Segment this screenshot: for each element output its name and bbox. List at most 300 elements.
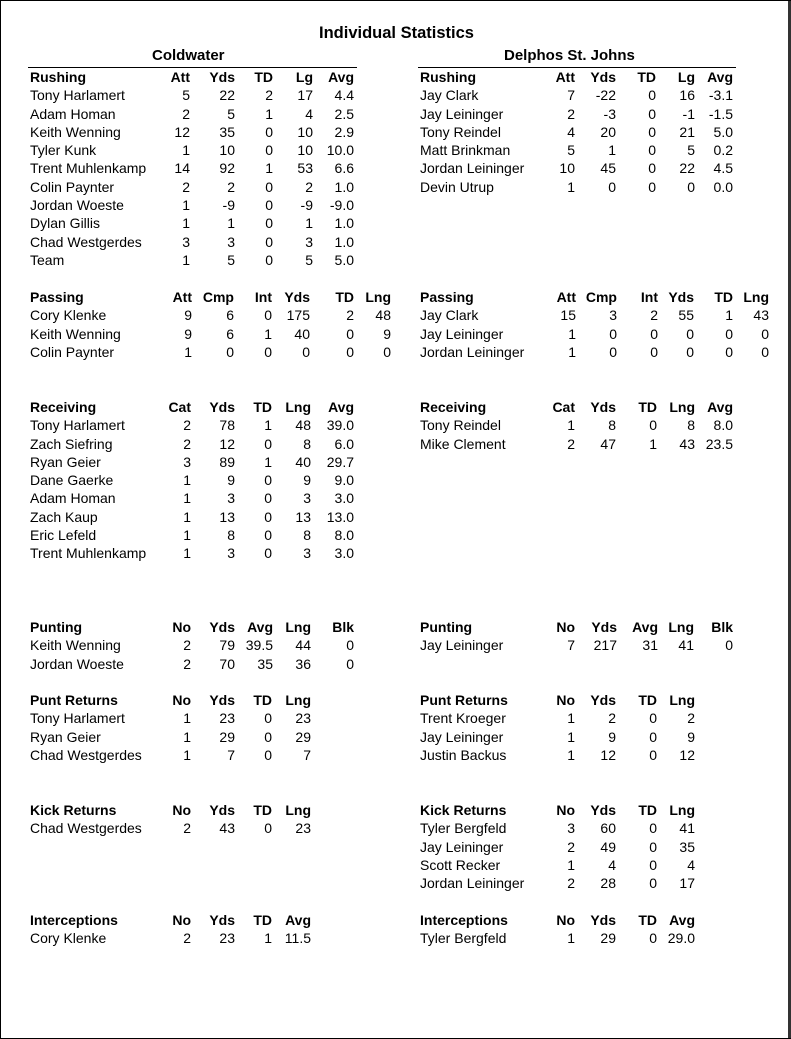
table-row — [30, 453, 400, 471]
player-name: Zach Kaup — [30, 508, 98, 525]
player-name: Mike Clement — [420, 435, 506, 452]
stat-td: 0 — [265, 142, 273, 159]
player-name: Adam Homan — [30, 105, 116, 122]
stat-yds: 40 — [294, 325, 310, 342]
stat-yds: 43 — [219, 820, 235, 837]
stat-avg: -1.5 — [708, 105, 733, 122]
stat-avg: 4.4 — [334, 87, 354, 104]
stat-lng: 2 — [687, 710, 695, 727]
stat-yds: 3 — [227, 490, 235, 507]
stat-td: 0 — [649, 875, 657, 892]
stat-att: 2 — [182, 105, 190, 122]
stat-td: 1 — [265, 160, 273, 177]
stat-yds: 29 — [219, 728, 235, 745]
player-name: Tony Harlamert — [30, 710, 125, 727]
stat-lg: 16 — [679, 87, 695, 104]
column-header-avg: Avg — [707, 69, 733, 85]
stat-att: 7 — [567, 87, 575, 104]
stat-cat: 1 — [183, 472, 191, 489]
column-header-yds: Yds — [209, 399, 235, 415]
table-row — [420, 105, 790, 123]
table-header-row — [420, 801, 790, 819]
stat-cmp: 0 — [609, 343, 617, 360]
column-header-avg: Avg — [285, 912, 311, 928]
stat-cat: 1 — [183, 527, 191, 544]
player-name: Jay Leininger — [420, 838, 504, 855]
table-row — [420, 325, 790, 343]
stat-yds: 10 — [219, 142, 235, 159]
table-header-row — [420, 288, 790, 306]
column-header-lng: Lng — [365, 289, 391, 305]
player-name: Keith Wenning — [30, 325, 121, 342]
stat-lg: 22 — [679, 160, 695, 177]
team-name-right: Delphos St. Johns — [504, 47, 635, 64]
stat-cmp: 6 — [226, 325, 234, 342]
table-row — [420, 178, 790, 196]
player-name: Chad Westgerdes — [30, 233, 142, 250]
stat-lng: 43 — [679, 435, 695, 452]
table-row — [30, 325, 400, 343]
stat-yds: 23 — [219, 930, 235, 947]
stat-lng: 0 — [761, 343, 769, 360]
table-row — [420, 435, 790, 453]
player-name: Tony Harlamert — [30, 87, 125, 104]
table-row — [420, 746, 790, 764]
player-name: Jordan Leininger — [420, 160, 525, 177]
stat-lng: 35 — [679, 838, 695, 855]
stat-td: 0 — [265, 123, 273, 140]
stat-yds: 3 — [227, 545, 235, 562]
player-name: Cory Klenke — [30, 930, 107, 947]
stat-td: 0 — [264, 527, 272, 544]
stat-lg: 5 — [687, 142, 695, 159]
stat-no: 1 — [183, 710, 191, 727]
section-title: Kick Returns — [420, 802, 507, 818]
column-header-lng: Lng — [669, 399, 695, 415]
stat-lng: 8 — [687, 417, 695, 434]
table-row — [30, 141, 400, 159]
player-name: Keith Wenning — [30, 637, 121, 654]
stat-cat: 2 — [567, 435, 575, 452]
table-row — [30, 526, 400, 544]
column-header-lng: Lng — [285, 399, 311, 415]
stat-yds: 2 — [227, 178, 235, 195]
stat-lng: 9 — [687, 728, 695, 745]
stat-int: 1 — [264, 325, 272, 342]
stat-yds: 4 — [608, 856, 616, 873]
column-header-yds: Yds — [209, 802, 235, 818]
stat-yds: 8 — [227, 527, 235, 544]
stat-no: 1 — [567, 746, 575, 763]
section-title: Punt Returns — [30, 692, 118, 708]
stat-td: 1 — [649, 435, 657, 452]
stat-yds: -3 — [603, 105, 616, 122]
stat-cat: 1 — [567, 417, 575, 434]
stat-yds: 29 — [600, 930, 616, 947]
stat-lng: 17 — [679, 875, 695, 892]
column-header-int: Int — [640, 289, 658, 305]
stat-td: 0 — [264, 508, 272, 525]
stat-no: 1 — [183, 746, 191, 763]
table-row — [420, 159, 790, 177]
column-header-td: TD — [714, 289, 733, 305]
stat-td: 0 — [265, 215, 273, 232]
stat-no: 2 — [183, 820, 191, 837]
stat-avg: 4.5 — [713, 160, 733, 177]
table-row — [30, 544, 400, 562]
stat-yds: 175 — [286, 307, 310, 324]
stat-td: 1 — [725, 307, 733, 324]
column-header-lng: Lng — [285, 692, 311, 708]
stat-lg: 3 — [305, 233, 313, 250]
stat-td: 0 — [264, 746, 272, 763]
stat-lng: 44 — [295, 637, 311, 654]
rushing-right-table — [420, 68, 790, 196]
receiving-left-table — [30, 398, 400, 563]
stat-att: 5 — [567, 142, 575, 159]
table-row — [420, 929, 790, 947]
stat-lng: 4 — [687, 856, 695, 873]
column-header-td: TD — [638, 692, 657, 708]
table-row — [420, 709, 790, 727]
stat-lng: 41 — [678, 637, 694, 654]
stat-td: 0 — [648, 105, 656, 122]
stat-td: 0 — [725, 325, 733, 342]
table-row — [30, 214, 400, 232]
column-header-yds: Yds — [591, 619, 617, 635]
column-header-no: No — [172, 619, 191, 635]
stat-td: 0 — [649, 710, 657, 727]
stat-lg: 17 — [297, 87, 313, 104]
punt-returns-right-table — [420, 691, 790, 764]
stat-no: 1 — [567, 856, 575, 873]
stat-yds: 217 — [593, 637, 617, 654]
table-header-row — [30, 691, 400, 709]
column-header-yds: Yds — [590, 399, 616, 415]
table-row — [420, 819, 790, 837]
stat-lng: 12 — [679, 746, 695, 763]
stat-lng: 8 — [303, 435, 311, 452]
stat-no: 2 — [567, 875, 575, 892]
stat-avg: 1.0 — [334, 215, 354, 232]
player-name: Jordan Woeste — [30, 197, 124, 214]
column-header-td: TD — [253, 399, 272, 415]
stat-td: 0 — [649, 856, 657, 873]
stat-td: 0 — [649, 838, 657, 855]
stat-td: 0 — [649, 728, 657, 745]
stat-yds: 70 — [219, 655, 235, 672]
page-title: Individual Statistics — [319, 24, 474, 42]
stat-td: 2 — [346, 307, 354, 324]
stat-td: 0 — [264, 820, 272, 837]
player-name: Matt Brinkman — [420, 142, 511, 159]
stat-lng: 40 — [295, 453, 311, 470]
stat-att: 1 — [182, 142, 190, 159]
table-row — [30, 233, 400, 251]
table-row — [30, 251, 400, 269]
column-header-att: Att — [555, 69, 575, 85]
stat-td: 0 — [649, 746, 657, 763]
table-row — [30, 86, 400, 104]
stat-att: 15 — [560, 307, 576, 324]
stat-yds: 8 — [608, 417, 616, 434]
stat-yds: 35 — [219, 123, 235, 140]
stat-td: 0 — [648, 142, 656, 159]
stat-td: 0 — [648, 160, 656, 177]
stat-avg: 35 — [257, 655, 273, 672]
player-name: Trent Muhlenkamp — [30, 545, 147, 562]
column-header-lng: Lng — [668, 619, 694, 635]
stat-td: 0 — [265, 197, 273, 214]
stat-td: 0 — [264, 710, 272, 727]
table-row — [420, 306, 790, 324]
column-header-td: TD — [254, 69, 273, 85]
player-name: Tyler Kunk — [30, 142, 97, 159]
player-name: Tyler Bergfeld — [420, 820, 507, 837]
player-name: Zach Siefring — [30, 435, 113, 452]
column-header-yds: Yds — [590, 69, 616, 85]
stat-cmp: 0 — [226, 343, 234, 360]
stat-att: 2 — [182, 178, 190, 195]
interceptions-left-table — [30, 911, 400, 948]
stat-avg: -3.1 — [708, 87, 733, 104]
stat-yds: 23 — [219, 710, 235, 727]
column-header-td: TD — [638, 399, 657, 415]
column-header-yds: Yds — [209, 912, 235, 928]
stat-att: 1 — [184, 343, 192, 360]
stat-lg: 53 — [297, 160, 313, 177]
table-row — [420, 123, 790, 141]
stat-att: 1 — [182, 215, 190, 232]
stat-lng: 23 — [295, 820, 311, 837]
column-header-no: No — [172, 692, 191, 708]
table-header-row — [420, 398, 790, 416]
stat-yds: 0 — [302, 343, 310, 360]
section-title: Interceptions — [420, 912, 508, 928]
column-header-cmp: Cmp — [585, 289, 617, 305]
stat-td: 1 — [264, 930, 272, 947]
stat-yds: 12 — [600, 746, 616, 763]
stat-no: 2 — [183, 637, 191, 654]
column-header-no: No — [172, 912, 191, 928]
player-name: Jay Leininger — [420, 105, 504, 122]
player-name: Tyler Bergfeld — [420, 930, 507, 947]
stat-td: 0 — [264, 472, 272, 489]
column-header-int: Int — [254, 289, 272, 305]
player-name: Trent Kroeger — [420, 710, 506, 727]
stat-avg: 10.0 — [326, 142, 354, 159]
player-name: Dane Gaerke — [30, 472, 114, 489]
stat-cat: 1 — [183, 508, 191, 525]
table-row — [30, 746, 400, 764]
stat-int: 0 — [264, 307, 272, 324]
stat-lg: 5 — [305, 251, 313, 268]
stat-lg: -1 — [682, 105, 695, 122]
table-row — [420, 728, 790, 746]
stat-int: 0 — [264, 343, 272, 360]
stat-lg: 10 — [297, 142, 313, 159]
table-row — [420, 141, 790, 159]
stat-avg: 6.6 — [334, 160, 354, 177]
column-header-lg: Lg — [677, 69, 695, 85]
column-header-no: No — [556, 692, 575, 708]
column-header-no: No — [556, 619, 575, 635]
stat-att: 5 — [182, 87, 190, 104]
table-row — [30, 709, 400, 727]
column-header-att: Att — [172, 289, 192, 305]
stat-td: 0 — [649, 417, 657, 434]
stat-td: 0 — [648, 178, 656, 195]
column-header-lng: Lng — [669, 692, 695, 708]
stat-lg: 4 — [305, 105, 313, 122]
column-header-cat: Cat — [552, 399, 575, 415]
player-name: Devin Utrup — [420, 178, 494, 195]
column-header-yds: Yds — [590, 912, 616, 928]
table-row — [420, 838, 790, 856]
table-row — [30, 105, 400, 123]
stat-lng: 9 — [383, 325, 391, 342]
column-header-lng: Lng — [285, 802, 311, 818]
player-name: Tony Reindel — [420, 123, 501, 140]
stat-cmp: 0 — [609, 325, 617, 342]
stat-att: 2 — [567, 105, 575, 122]
stat-avg: 39.5 — [245, 637, 273, 654]
stat-lg: -9 — [300, 197, 313, 214]
team-name-left: Coldwater — [152, 47, 225, 64]
stat-td: 1 — [264, 417, 272, 434]
stat-lng: 3 — [303, 490, 311, 507]
stat-lng: 13 — [295, 508, 311, 525]
column-header-avg: Avg — [632, 619, 658, 635]
player-name: Trent Muhlenkamp — [30, 160, 147, 177]
column-header-no: No — [556, 802, 575, 818]
stat-yds: 60 — [600, 820, 616, 837]
stat-avg: 0.0 — [713, 178, 733, 195]
stat-no: 7 — [567, 637, 575, 654]
stat-no: 1 — [183, 728, 191, 745]
stat-yds: 49 — [600, 838, 616, 855]
player-name: Keith Wenning — [30, 123, 121, 140]
column-header-lng: Lng — [285, 619, 311, 635]
table-row — [30, 416, 400, 434]
stat-yds: 92 — [219, 160, 235, 177]
table-row — [30, 819, 400, 837]
section-title: Passing — [30, 289, 84, 305]
section-title: Rushing — [420, 69, 476, 85]
stat-lng: 3 — [303, 545, 311, 562]
stat-cat: 3 — [183, 453, 191, 470]
column-header-avg: Avg — [669, 912, 695, 928]
stat-lng: 9 — [303, 472, 311, 489]
section-title: Rushing — [30, 69, 86, 85]
table-row — [420, 636, 790, 654]
stat-yds: 2 — [608, 710, 616, 727]
stat-td: 0 — [725, 343, 733, 360]
table-row — [420, 343, 790, 361]
table-row — [30, 178, 400, 196]
stat-td: 2 — [265, 87, 273, 104]
stat-td: 0 — [265, 251, 273, 268]
column-header-cat: Cat — [168, 399, 191, 415]
stat-td: 1 — [265, 105, 273, 122]
kick-returns-right-table — [420, 801, 790, 892]
stat-lng: 36 — [295, 655, 311, 672]
table-row — [30, 655, 400, 673]
stat-avg: 31 — [642, 637, 658, 654]
stat-avg: 2.5 — [334, 105, 354, 122]
player-name: Scott Recker — [420, 856, 501, 873]
stat-att: 14 — [174, 160, 190, 177]
stat-avg: 5.0 — [334, 251, 354, 268]
kick-returns-left-table — [30, 801, 400, 838]
stat-td: 0 — [649, 820, 657, 837]
stat-avg: 1.0 — [334, 233, 354, 250]
stat-td: 1 — [264, 453, 272, 470]
stat-lng: 23 — [295, 710, 311, 727]
stat-yds: 22 — [219, 87, 235, 104]
player-name: Jay Leininger — [420, 637, 504, 654]
stat-avg: 29.0 — [667, 930, 695, 947]
player-name: Jordan Leininger — [420, 875, 525, 892]
table-row — [420, 416, 790, 434]
column-header-td: TD — [253, 692, 272, 708]
column-header-yds: Yds — [590, 802, 616, 818]
stat-int: 0 — [650, 343, 658, 360]
table-row — [420, 856, 790, 874]
column-header-avg: Avg — [247, 619, 273, 635]
column-header-yds: Yds — [284, 289, 310, 305]
table-header-row — [30, 618, 400, 636]
section-title: Punt Returns — [420, 692, 508, 708]
section-title: Interceptions — [30, 912, 118, 928]
stat-cat: 2 — [183, 417, 191, 434]
stat-td: 0 — [649, 930, 657, 947]
column-header-td: TD — [253, 802, 272, 818]
stat-avg: 23.5 — [705, 435, 733, 452]
column-header-avg: Avg — [328, 69, 354, 85]
player-name: Jay Clark — [420, 87, 479, 104]
column-header-avg: Avg — [707, 399, 733, 415]
stat-td: 0 — [264, 545, 272, 562]
column-header-td: TD — [253, 912, 272, 928]
stat-yds: 45 — [600, 160, 616, 177]
stat-td: 0 — [648, 123, 656, 140]
stat-att: 9 — [184, 325, 192, 342]
stat-yds: 89 — [219, 453, 235, 470]
stat-att: 4 — [567, 123, 575, 140]
section-title: Receiving — [420, 399, 487, 415]
column-header-lng: Lng — [669, 802, 695, 818]
stat-att: 10 — [559, 160, 575, 177]
column-header-td: TD — [638, 912, 657, 928]
column-header-yds: Yds — [590, 692, 616, 708]
player-name: Jay Leininger — [420, 325, 504, 342]
stat-yds: 9 — [608, 728, 616, 745]
stat-lg: 2 — [305, 178, 313, 195]
column-header-yds: Yds — [209, 692, 235, 708]
stat-blk: 0 — [346, 655, 354, 672]
player-name: Jordan Leininger — [420, 343, 525, 360]
stat-avg: 3.0 — [334, 545, 354, 562]
stat-att: 1 — [182, 197, 190, 214]
table-row — [30, 489, 400, 507]
column-header-td: TD — [638, 802, 657, 818]
table-row — [30, 306, 400, 324]
table-row — [30, 471, 400, 489]
section-title: Kick Returns — [30, 802, 117, 818]
player-name: Ryan Geier — [30, 453, 101, 470]
player-name: Adam Homan — [30, 490, 116, 507]
